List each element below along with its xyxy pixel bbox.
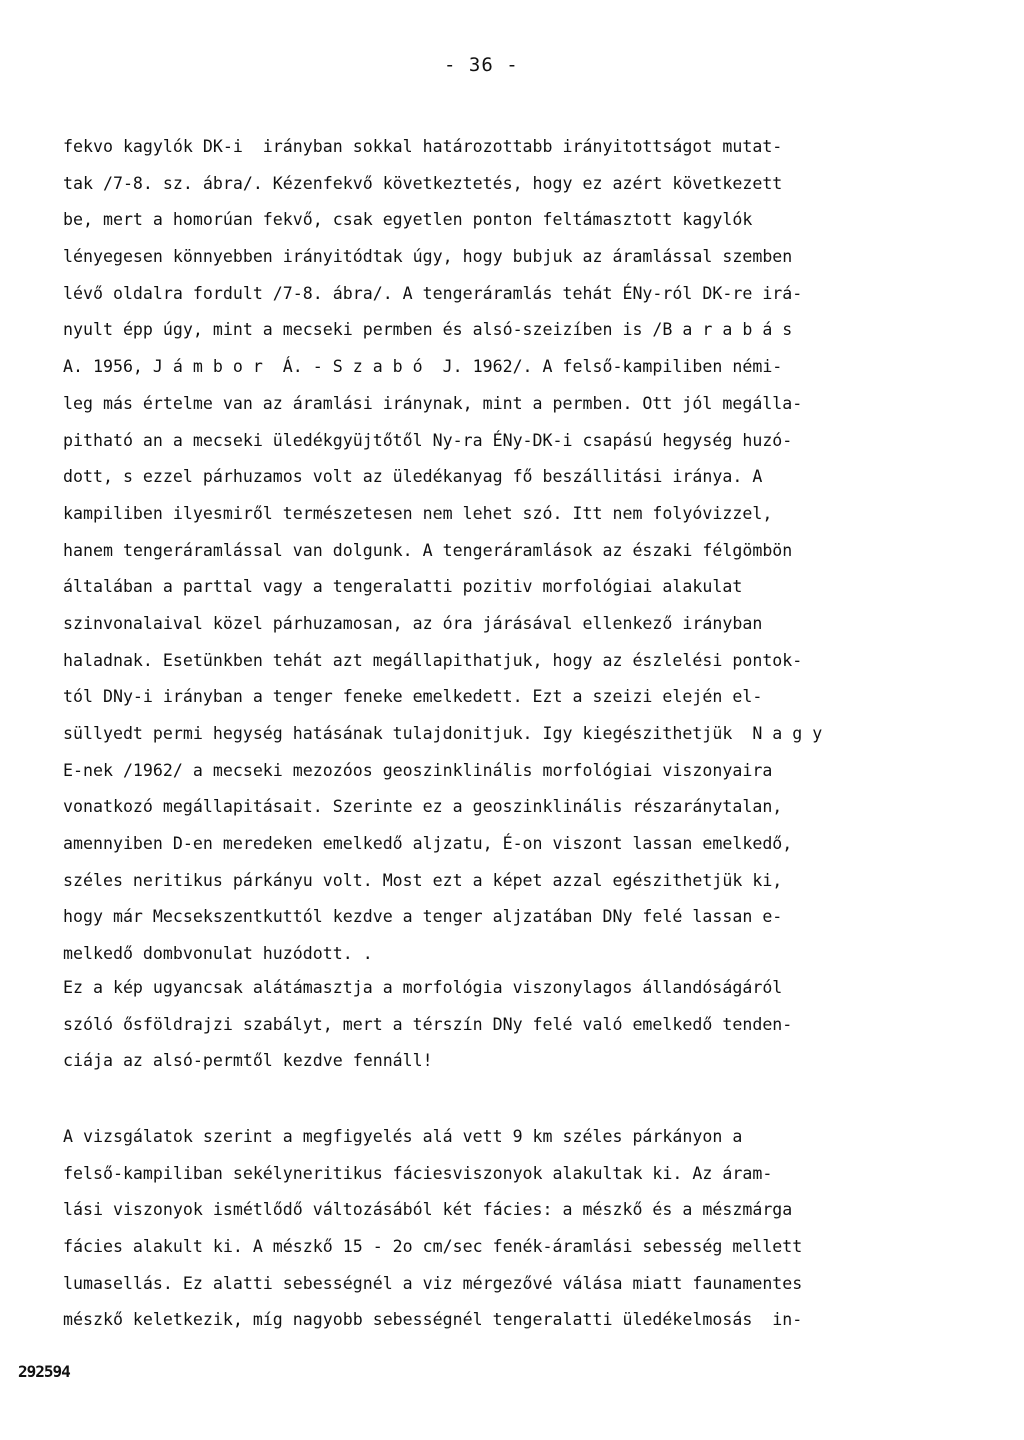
paragraph-2 bbox=[63, 970, 1008, 1080]
text-line: E-nek /1962/ a mecseki mezozóos geoszinklinális morfológiai viszonyaira bbox=[63, 760, 773, 780]
text-line: hanem tengeráramlással van dolgunk. A tengeráramlások az északi félgömbön bbox=[63, 540, 793, 560]
text-line: nyult épp úgy, mint a mecseki permben és alsó-szeizíben is /B a r a b á s bbox=[63, 320, 793, 340]
text-line: dott, s ezzel párhuzamos volt az üledékanyag fő beszállitási iránya. A bbox=[63, 467, 763, 487]
text-line: lévő oldalra fordult /7-8. ábra/. A tengeráramlás tehát ÉNy-ról DK-re irá- bbox=[63, 283, 803, 303]
text-line: pitható an a mecseki üledékgyüjtőtől Ny-ra ÉNy-DK-i csapású hegység huzó- bbox=[63, 430, 793, 450]
text-line: általában a parttal vagy a tengeralatti pozitiv morfológiai alakulat bbox=[63, 577, 743, 597]
text-line: mészkő keletkezik, míg nagyobb sebességnél tengeralatti üledékelmosás in- bbox=[63, 1310, 803, 1330]
text-line: haladnak. Esetünkben tehát azt megállapithatjuk, hogy az észlelési pontok- bbox=[63, 650, 803, 670]
page-number: - 36 - bbox=[444, 54, 519, 76]
text-line: lényegesen könnyebben irányitódtak úgy, hogy bubjuk az áramlással szemben bbox=[63, 247, 793, 267]
text-line: fácies alakult ki. A mészkő 15 - 2o cm/sec fenék-áramlási sebesség mellett bbox=[63, 1237, 803, 1257]
text-line: leg más értelme van az áramlási iránynak, mint a permben. Ott jól megálla- bbox=[63, 393, 803, 413]
text-line: kampiliben ilyesmiről természetesen nem lehet szó. Itt nem folyóvizzel, bbox=[63, 503, 773, 523]
text-line: fekvo kagylók DK-i irányban sokkal határozottabb irányitottságot mutat- bbox=[63, 137, 783, 156]
text-line: A. 1956, J á m b o r Á. - S z a b ó J. 1962/. A felső-kampiliben némi- bbox=[63, 357, 783, 377]
text-line: amennyiben D-en meredeken emelkedő aljzatu, É-on viszont lassan emelkedő, bbox=[63, 834, 793, 854]
text-line: széles neritikus párkányu volt. Most ezt a képet azzal egészithetjük ki, bbox=[63, 870, 783, 890]
text-line: lumasellás. Ez alatti sebességnél a viz mérgezővé válása miatt faunamentes bbox=[63, 1273, 803, 1293]
text-line: be, mert a homorúan fekvő, csak egyetlen ponton feltámasztott kagylók bbox=[63, 210, 753, 230]
text-line: süllyedt permi hegység hatásának tulajdonitjuk. Igy kiegészithetjük N a g y bbox=[63, 724, 823, 743]
paragraph-3 bbox=[63, 1119, 1008, 1339]
document-code: 292594 bbox=[18, 1362, 70, 1381]
text-line: vonatkozó megállapitásait. Szerinte ez a geoszinklinális részaránytalan, bbox=[63, 797, 783, 817]
paragraph-1 bbox=[63, 129, 1008, 973]
text-line: tak /7-8. sz. ábra/. Kézenfekvő következtetés, hogy ez azért következett bbox=[63, 173, 783, 193]
text-line: tól DNy-i irányban a tenger feneke emelkedett. Ezt a szeizi elején el- bbox=[63, 687, 763, 707]
text-line: A vizsgálatok szerint a megfigyelés alá vett 9 km széles párkányon a bbox=[63, 1127, 743, 1146]
text-line: szinvonalaival közel párhuzamosan, az óra járásával ellenkező irányban bbox=[63, 613, 763, 633]
text-line: hogy már Mecsekszentkuttól kezdve a tenger aljzatában DNy felé lassan e- bbox=[63, 907, 783, 927]
text-line: szóló ősföldrajzi szabályt, mert a térszín DNy felé való emelkedő tenden- bbox=[63, 1014, 793, 1034]
text-line: melkedő dombvonulat huzódott. . bbox=[63, 944, 373, 964]
text-line: felső-kampiliban sekélyneritikus fáciesviszonyok alakultak ki. Az áram- bbox=[63, 1163, 773, 1183]
text-line: ciája az alsó-permtől kezdve fennáll! bbox=[63, 1051, 433, 1071]
text-line: lási viszonyok ismétlődő változásából két fácies: a mészkő és a mészmárga bbox=[63, 1200, 793, 1220]
text-line: Ez a kép ugyancsak alátámasztja a morfológia viszonylagos állandóságáról bbox=[63, 978, 783, 997]
